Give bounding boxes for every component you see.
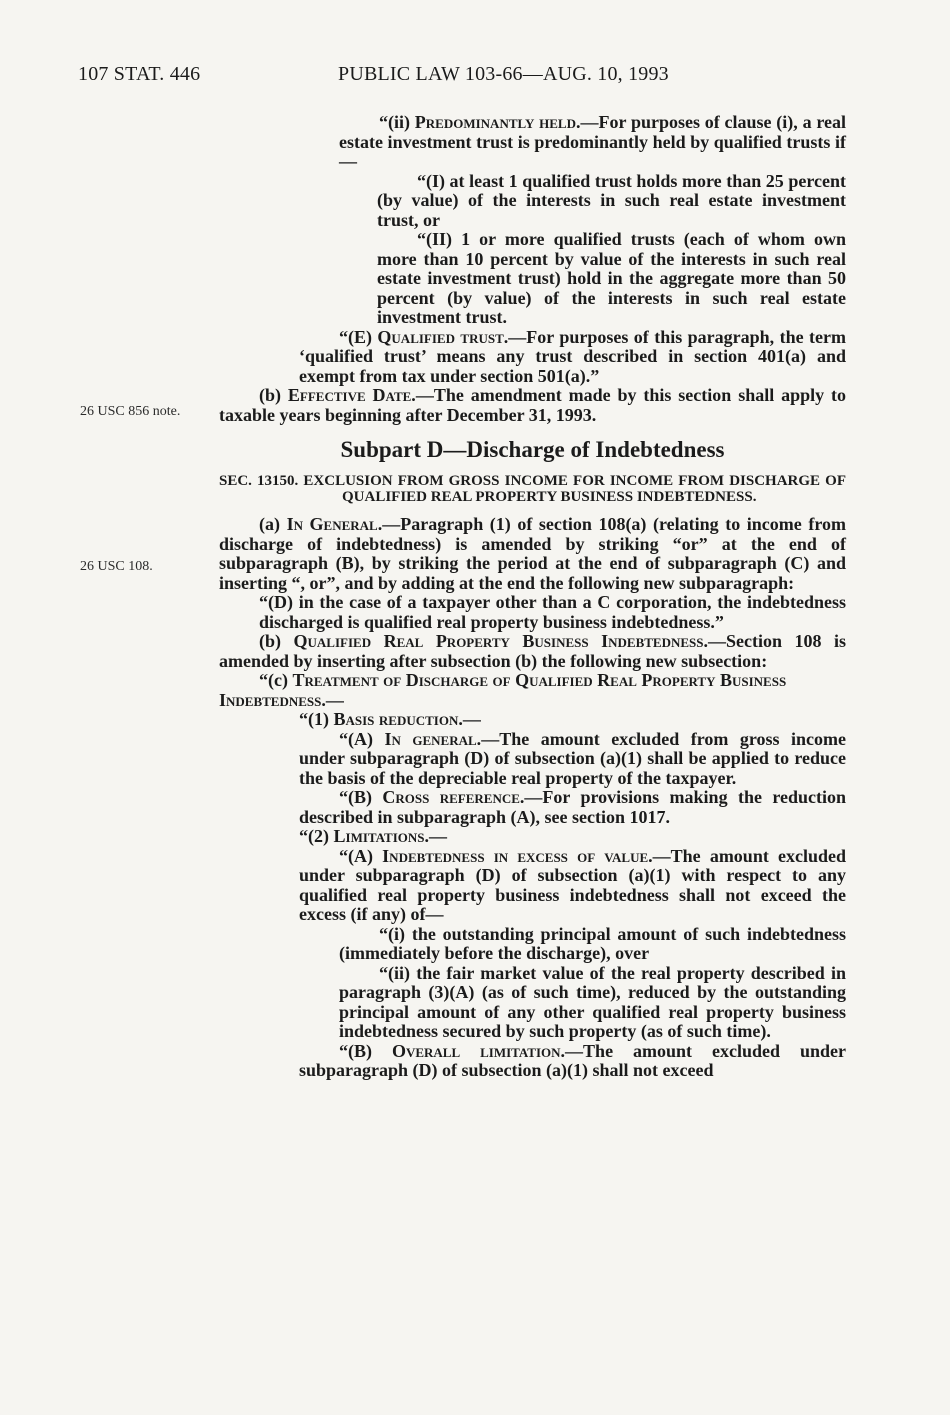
margin-note-856: 26 USC 856 note. (80, 404, 181, 419)
paragraph-clause-ii-fair-market: “(ii) the fair market value of the real property described in paragraph (3)(A) (as of such time), reduced by the outstanding principal amount of any other qualified real property business indebtedness secured by such property (as of such time). (339, 962, 846, 1041)
heading-treatment-of-discharge: Treatment of Discharge of Qualified Real Property Business Indebtedness. (219, 670, 787, 710)
paragraph-predominantly-held: “(ii) Predominantly held.—For purposes of clause (i), a real estate investment trust is predominantly held by qualified trusts if— (339, 112, 846, 171)
paragraph-clause-ii: “(II) 1 or more qualified trusts (each of whom own more than 10 percent by value of the interests in such real estate investment trust) hold in the aggregate more than 50 percent (by value) of the interests in such real estate investment trust. (377, 229, 846, 327)
paragraph-cross-reference: “(B) Cross reference.—For provisions making the reduction described in subparagraph (A), see section 1017. (299, 787, 847, 827)
margin-note-108: 26 USC 108. (80, 559, 153, 574)
paragraph-effective-date: (b) Effective Date.—The amendment made by this section shall apply to taxable years beginning after December 31, 1993. (219, 385, 847, 425)
heading-predominantly-held: Predominantly held. (414, 112, 581, 132)
paragraph-basis-reduction: “(1) Basis reduction.— (299, 709, 481, 729)
body-text (219, 113, 846, 1081)
paragraph-qualified-trust: “(E) Qualified trust.—For purposes of this paragraph, the term ‘qualified trust’ means any trust described in section 401(a) and exempt from tax under section 501(a).” (299, 326, 846, 386)
heading-overall-limitation: Overall limitation. (391, 1040, 566, 1061)
subpart-title: Subpart D—Discharge of Indebtedness (340, 437, 725, 462)
paragraph-limitations: “(2) Limitations.— (299, 826, 447, 846)
stat-page-number: 107 STAT. 446 (78, 63, 201, 85)
paragraph-qualified-real-property: (b) Qualified Real Property Business Indebtedness.—Section 108 is amended by inserting after subsection (b) the following new subsection: (219, 631, 847, 671)
heading-basis-reduction: Basis reduction. (333, 709, 463, 729)
heading-indebtedness-in-excess: Indebtedness in excess of value. (382, 845, 653, 866)
heading-a-in-general: In general. (384, 728, 482, 749)
heading-limitations: Limitations. (333, 826, 429, 846)
paragraph-subparagraph-d: “(D) in the case of a taxpayer other than a C corporation, the indebtedness discharged is qualified real property business indebtedness.” (259, 592, 846, 632)
paragraph-in-general: (a) In General.—Paragraph (1) of section 108(a) (relating to income from discharge of indebtedness) is amended by striking “or” at the end of subparagraph (B), by striking the period at the end of subparagraph (C) and inserting “, or”, and by adding at the end the following new subparagraph: (219, 514, 846, 593)
paragraph-clause-i: “(I) at least 1 qualified trust holds more than 25 percent (by value) of the interests in such real estate investment trust, or (377, 170, 846, 230)
running-header: PUBLIC LAW 103-66—AUG. 10, 1993 (338, 63, 669, 85)
section-heading: SEC. 13150. EXCLUSION FROM GROSS INCOME FOR INCOME FROM DISCHARGE OF QUALIFIED REAL PROPERTY BUSINESS INDEBTEDNESS. (219, 473, 846, 505)
paragraph-clause-i-outstanding: “(i) the outstanding principal amount of such indebtedness (immediately before the discharge), over (339, 923, 846, 963)
paragraph-indebtedness-in-excess: “(A) Indebtedness in excess of value.—The amount excluded under subparagraph (D) of subsection (a)(1) with respect to any qualified real property business indebtedness shall not exceed the excess (if any) of— (299, 845, 846, 924)
heading-effective-date: Effective Date. (287, 385, 416, 405)
paragraph-treatment-of-discharge: “(c) Treatment of Discharge of Qualified Real Property Business Indebtedness.— (219, 670, 787, 710)
heading-qualified-real-property: Qualified Real Property Business Indebtedness. (293, 631, 708, 651)
heading-qualified-trust: Qualified trust. (377, 326, 509, 347)
paragraph-a-in-general: “(A) In general.—The amount excluded from gross income under subparagraph (D) of subsection (a)(1) shall be applied to reduce the basis of the depreciable real property of the taxpayer. (299, 728, 847, 788)
heading-cross-reference: Cross reference. (382, 787, 525, 807)
heading-in-general: In General. (286, 514, 383, 534)
paragraph-overall-limitation: “(B) Overall limitation.—The amount excluded under subparagraph (D) of subsection (a)(1) shall not exceed (299, 1040, 846, 1080)
